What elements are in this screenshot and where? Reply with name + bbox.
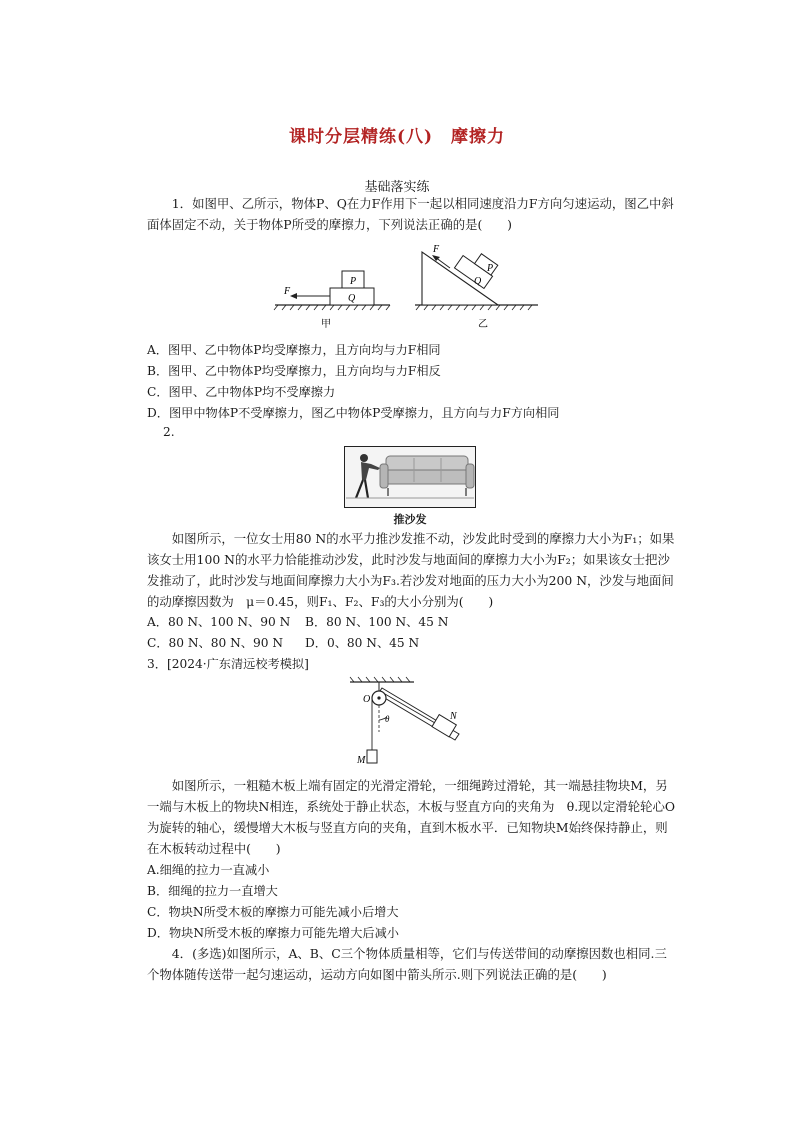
label-f-jia: F [284,286,291,297]
label-n: N [450,711,457,722]
question-1-figure [270,238,540,334]
label-theta: θ [385,714,390,724]
label-o: O [363,694,371,705]
question-2-option-c: C．80 N、80 N、90 N [147,636,284,650]
question-3-option-b: B．细绳的拉力一直增大 [147,884,278,898]
question-1-option-b: B．图甲、乙中物体P均受摩擦力，且方向均与力F相反 [147,364,441,378]
label-f-yi: F [433,244,440,255]
caption-yi: 乙 [478,319,488,330]
label-q-yi: Q [474,276,482,287]
question-1-option-a: A．图甲、乙中物体P均受摩擦力，且方向均与力F相同 [147,343,441,357]
question-3-option-d: D．物块N所受木板的摩擦力可能先增大后减小 [147,926,399,940]
label-p-yi: P [487,263,494,274]
page-title: 课时分层精练(八) 摩擦力 [288,127,506,147]
question-3-option-a: A.细绳的拉力一直减小 [147,863,270,877]
sofa-caption: 推沙发 [393,513,427,526]
caption-jia: 甲 [321,319,331,330]
question-3-figure [332,676,482,768]
question-1-text: 1．如图甲、乙所示，物体P、Q在力F作用下一起以相同速度沿力F方向匀速运动，图乙中斜面体固定不动，关于物体P所受的摩擦力，下列说法正确的是( ) [147,196,674,232]
question-2-option-d: D．0、80 N、45 N [305,636,420,650]
question-4-text: 4．(多选)如图所示，A、B、C三个物体质量相等，它们与传送带间的动摩擦因数也相同.三个物体随传送带一起匀速运动，运动方向如图中箭头所示.则下列说法正确的是( ) [147,946,667,982]
question-1-option-d: D．图甲中物体P不受摩擦力，图乙中物体P受摩擦力，且方向与力F方向相同 [147,406,560,420]
section-title: 基础落实练 [364,180,430,195]
question-3-source: 3．[2024·广东清远校考模拟] [147,657,309,671]
question-3-option-c: C．物块N所受木板的摩擦力可能先减小后增大 [147,905,399,919]
label-p-jia: P [350,276,357,287]
question-2-option-a: A．80 N、100 N、90 N [147,615,291,629]
question-2-number: 2. [163,425,175,439]
question-1-option-c: C．图甲、乙中物体P均不受摩擦力 [147,385,336,399]
question-2-text: 如图所示，一位女士用80 N的水平力推沙发推不动，沙发此时受到的摩擦力大小为F₁；如果该女士用100 N的水平力恰能推动沙发，此时沙发与地面间的摩擦力大小为F₂；如果该女士把沙发推动了，此时沙发与地面间摩擦力大小为F₃.若沙发对地面的压力大小为200 N，沙发与地面间的动摩擦因数为 μ＝0.45，则F₁、F₂、F₃的大小分别为( ) [147,531,675,609]
label-q-jia: Q [348,293,356,304]
question-2-option-b: B．80 N、100 N、45 N [305,615,449,629]
label-m: M [357,755,366,766]
sofa-push-image [344,446,476,508]
question-3-text: 如图所示，一粗糙木板上端有固定的光滑定滑轮，一细绳跨过滑轮，其一端悬挂物块M，另一端与木板上的物块N相连，系统处于静止状态，木板与竖直方向的夹角为 θ.现以定滑轮轮心O为旋转的轴心，缓慢增大木板与竖直方向的夹角，直到木板水平．已知物块M始终保持静止，则在木板转动过程中( ) [147,778,676,856]
